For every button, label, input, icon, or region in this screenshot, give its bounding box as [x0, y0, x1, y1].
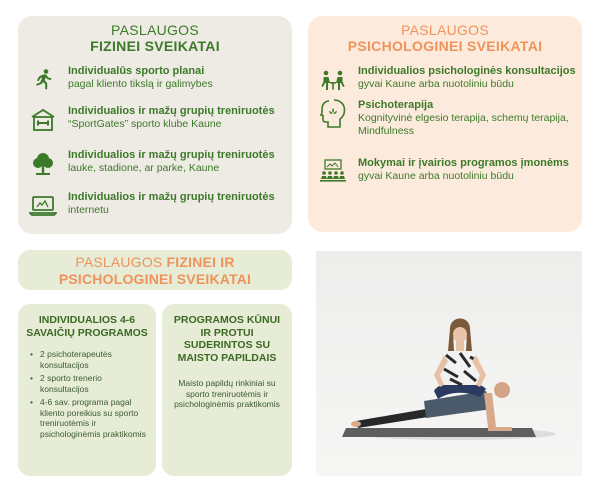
program-description: Maisto papildų rinkiniai su sporto treniruotėmis ir psichologinėmis praktikomis: [174, 378, 280, 409]
physical-service-item: [18, 104, 292, 136]
service-heading: Individualios ir mažų grupių treniruotės: [68, 105, 275, 117]
service-heading: Individualios ir mažų grupių treniruotės: [68, 149, 275, 161]
laptop-icon: [28, 193, 58, 219]
psych-service-item: [308, 156, 582, 188]
combined-services-title: [18, 250, 292, 290]
combined-title-part2: FIZINEI IR: [166, 254, 235, 270]
service-description: pagal kliento tikslą ir galimybes: [68, 78, 213, 90]
program-feature-list: [18, 349, 156, 439]
psych-service-item: [308, 98, 582, 137]
service-description: lauke, stadione, ar parke, Kaune: [68, 162, 220, 174]
service-description: “SportGates” sporto klube Kaune: [68, 118, 222, 130]
physical-health-card: [18, 16, 292, 234]
supplement-program-card: [162, 304, 292, 476]
physical-service-item: [18, 148, 292, 180]
program-title: INDIVIDUALIOS 4-6 SAVAIČIŲ PROGRAMOS: [26, 314, 148, 339]
physical-card-title: [18, 22, 292, 54]
group-training-icon: [318, 159, 348, 185]
service-heading: Mokymai ir įvairios programos įmonėms: [358, 157, 569, 169]
individual-program-card: [18, 304, 156, 476]
running-person-icon: [28, 67, 58, 93]
service-description: gyvai Kaune arba nuotoliniu būdu: [358, 170, 514, 182]
physical-service-item: [18, 190, 292, 222]
service-heading: Psichoterapija: [358, 99, 434, 111]
psychological-health-card: [308, 16, 582, 232]
program-title: PROGRAMOS KŪNUI IR PROTUI SUDERINTOS SU MAISTO PAPILDAIS: [173, 314, 281, 364]
service-heading: Individualūs sporto planai: [68, 65, 205, 77]
list-item: • 4-6 sav. programa pagal kliento poreikius su sporto treniruotėmis ir psichologinėmis praktikomis: [30, 397, 146, 439]
psych-title-line1: PASLAUGOS: [400, 22, 490, 38]
tree-icon: [28, 151, 58, 177]
list-item: • 2 sporto trenerio konsultacijos: [30, 373, 146, 394]
psych-service-item: [308, 64, 582, 96]
combined-title-part3: PSICHOLOGINEI SVEIKATAI: [58, 271, 252, 287]
head-lotus-icon: [318, 101, 348, 127]
service-description: internetu: [68, 204, 109, 216]
psych-card-title: [308, 22, 582, 54]
psych-title-line2: PSICHOLOGINEI SVEIKATAI: [347, 38, 543, 54]
service-description: Kognityvinė elgesio terapija, schemų terapija, Mindfulness: [358, 112, 569, 137]
physical-title-line1: PASLAUGOS: [110, 22, 200, 38]
combined-title-part1: PASLAUGOS: [75, 254, 167, 270]
service-description: gyvai Kaune arba nuotoliniu būdu: [358, 78, 514, 90]
consultation-icon: [318, 67, 348, 93]
physical-title-line2: FIZINEI SVEIKATAI: [90, 38, 220, 54]
yoga-photo: [316, 251, 582, 476]
physical-service-item: [18, 64, 292, 96]
service-heading: Individualios psichologinės konsultacijos: [358, 65, 576, 77]
list-item: • 2 psichoterapeutės konsultacijos: [30, 349, 146, 370]
gym-building-icon: [28, 107, 58, 133]
service-heading: Individualios ir mažų grupių treniruotės: [68, 191, 275, 203]
